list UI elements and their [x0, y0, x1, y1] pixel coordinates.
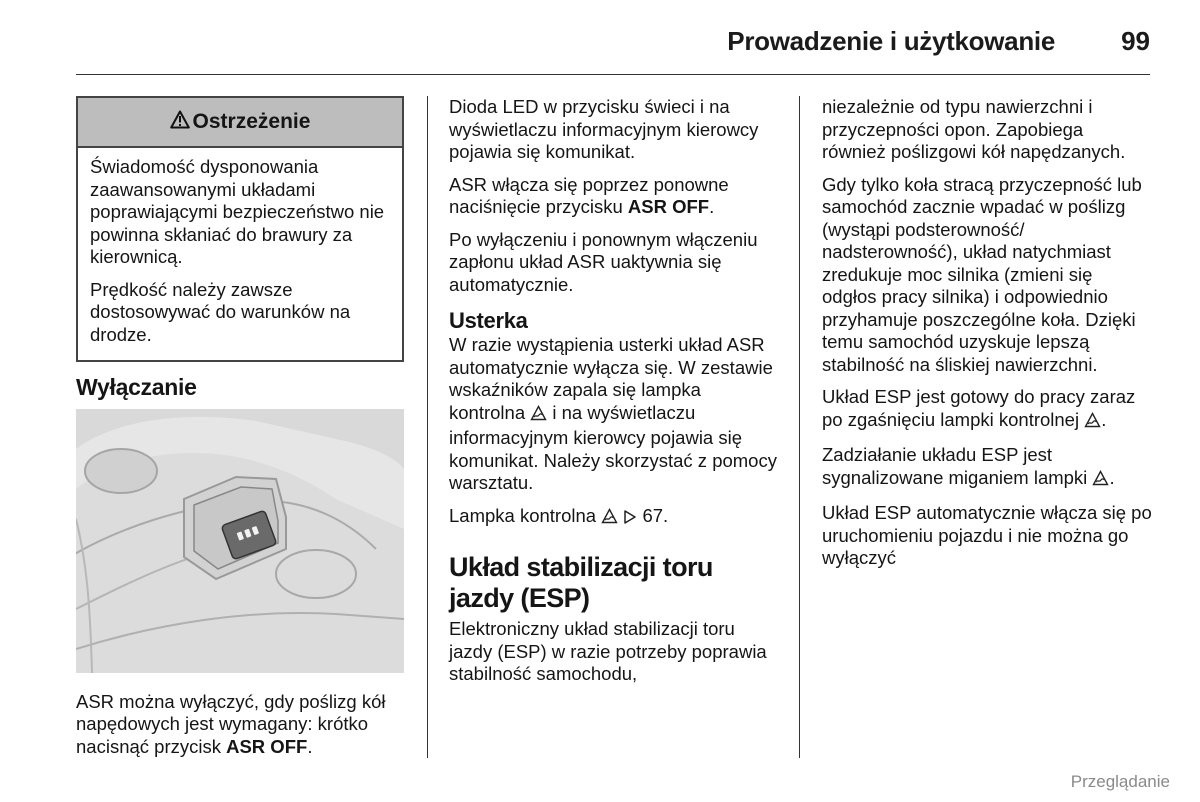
- asr-off-label: ASR OFF: [627, 196, 710, 217]
- paragraph: Po wyłączeniu i ponownym włączeniu zapłonu układ ASR uaktywnia się automatycznie.: [449, 228, 758, 295]
- esp-lamp-icon: [601, 508, 618, 531]
- paragraph: Układ ESP automatycznie włącza się po uruchomieniu pojazdu i nie można go wyłączyć: [822, 502, 1152, 568]
- browse-footer-link[interactable]: Przeglądanie: [1070, 772, 1170, 791]
- paragraph: Gdy tylko koła stracą przyczepność lub samochód zacznie wpadać w poślizg (wystąpi podsterowność/ nadsterowność), układ natychmiast zredukuje moc silnika (zmieni się odgłos pracy silnika) i odpowiednio przyhamuje poszczególne koła. Dzięki temu samochód uzyskuje lepszą stabilność na śliskiej nawierzchni.: [822, 173, 1142, 375]
- section-heading-disabling: Wyłączanie: [76, 374, 197, 400]
- warning-body: [78, 148, 402, 360]
- paragraph: W razie wystąpienia usterki układ ASR automatycznie wyłącza się. W zestawie wskaźników zapala się lampka kontrolna i na wyświetlaczu informacyjnym kierowcy pojawia się komunikat. Należy skorzystać z pomocy warsztatu.: [449, 334, 777, 493]
- subheading-fault: Usterka: [449, 308, 528, 333]
- chapter-title: Prowadzenie i użytkowanie: [727, 26, 1055, 56]
- paragraph: ASR włącza się poprzez ponowne naciśnięcie przycisku ASR OFF.: [449, 173, 729, 217]
- column-divider-2: [799, 96, 800, 758]
- header-rule: [76, 74, 1150, 75]
- paragraph: Lampka kontrolna 67.: [449, 505, 781, 531]
- page-reference-arrow-icon[interactable]: [623, 508, 637, 531]
- column-divider-1: [427, 96, 428, 758]
- esp-lamp-icon: [1084, 412, 1101, 435]
- column-1: [76, 96, 404, 768]
- asr-caption: ASR można wyłączyć, gdy poślizg kół napędowych jest wymagany: krótko nacisnąć przycisk ASR OFF.: [76, 690, 386, 757]
- asr-off-label: ASR OFF: [226, 735, 308, 757]
- section-heading-esp: Układ stabilizacji toru jazdy (ESP): [449, 552, 713, 613]
- paragraph: Zadziałanie układu ESP jest sygnalizowane miganiem lampki .: [822, 444, 1152, 492]
- esp-lamp-icon: [530, 405, 547, 428]
- warning-paragraph: Prędkość należy zawsze dostosowywać do warunków na drodze.: [90, 278, 351, 345]
- paragraph: Układ ESP jest gotowy do pracy zaraz po zgaśnięciu lampki kontrolnej .: [822, 386, 1152, 434]
- paragraph: niezależnie od typu nawierzchni i przyczepności opon. Zapobiega również poślizgowi kół napędzanych.: [822, 96, 1126, 162]
- warning-triangle-icon: [170, 110, 193, 135]
- asr-button-illustration: [76, 409, 404, 673]
- column-3: [822, 96, 1152, 580]
- paragraph: Elektroniczny układ stabilizacji toru jazdy (ESP) w razie potrzeby poprawia stabilność samochodu,: [449, 618, 767, 684]
- column-2: [449, 96, 781, 696]
- warning-paragraph: Świadomość dysponowania zaawansowanymi układami poprawiającymi bezpieczeństwo nie powinna skłaniać do brawury za kierownicą.: [90, 156, 385, 267]
- esp-lamp-icon: [1092, 470, 1109, 493]
- warning-heading: Ostrzeżenie: [192, 109, 311, 133]
- page-reference-link[interactable]: 67.: [637, 504, 669, 526]
- page-header: [0, 22, 1200, 62]
- paragraph: Dioda LED w przycisku świeci i na wyświetlaczu informacyjnym kierowcy pojawia się komunikat.: [449, 96, 759, 162]
- warning-header: [78, 98, 402, 148]
- warning-box: [76, 96, 404, 362]
- page-number: 99: [1121, 26, 1150, 56]
